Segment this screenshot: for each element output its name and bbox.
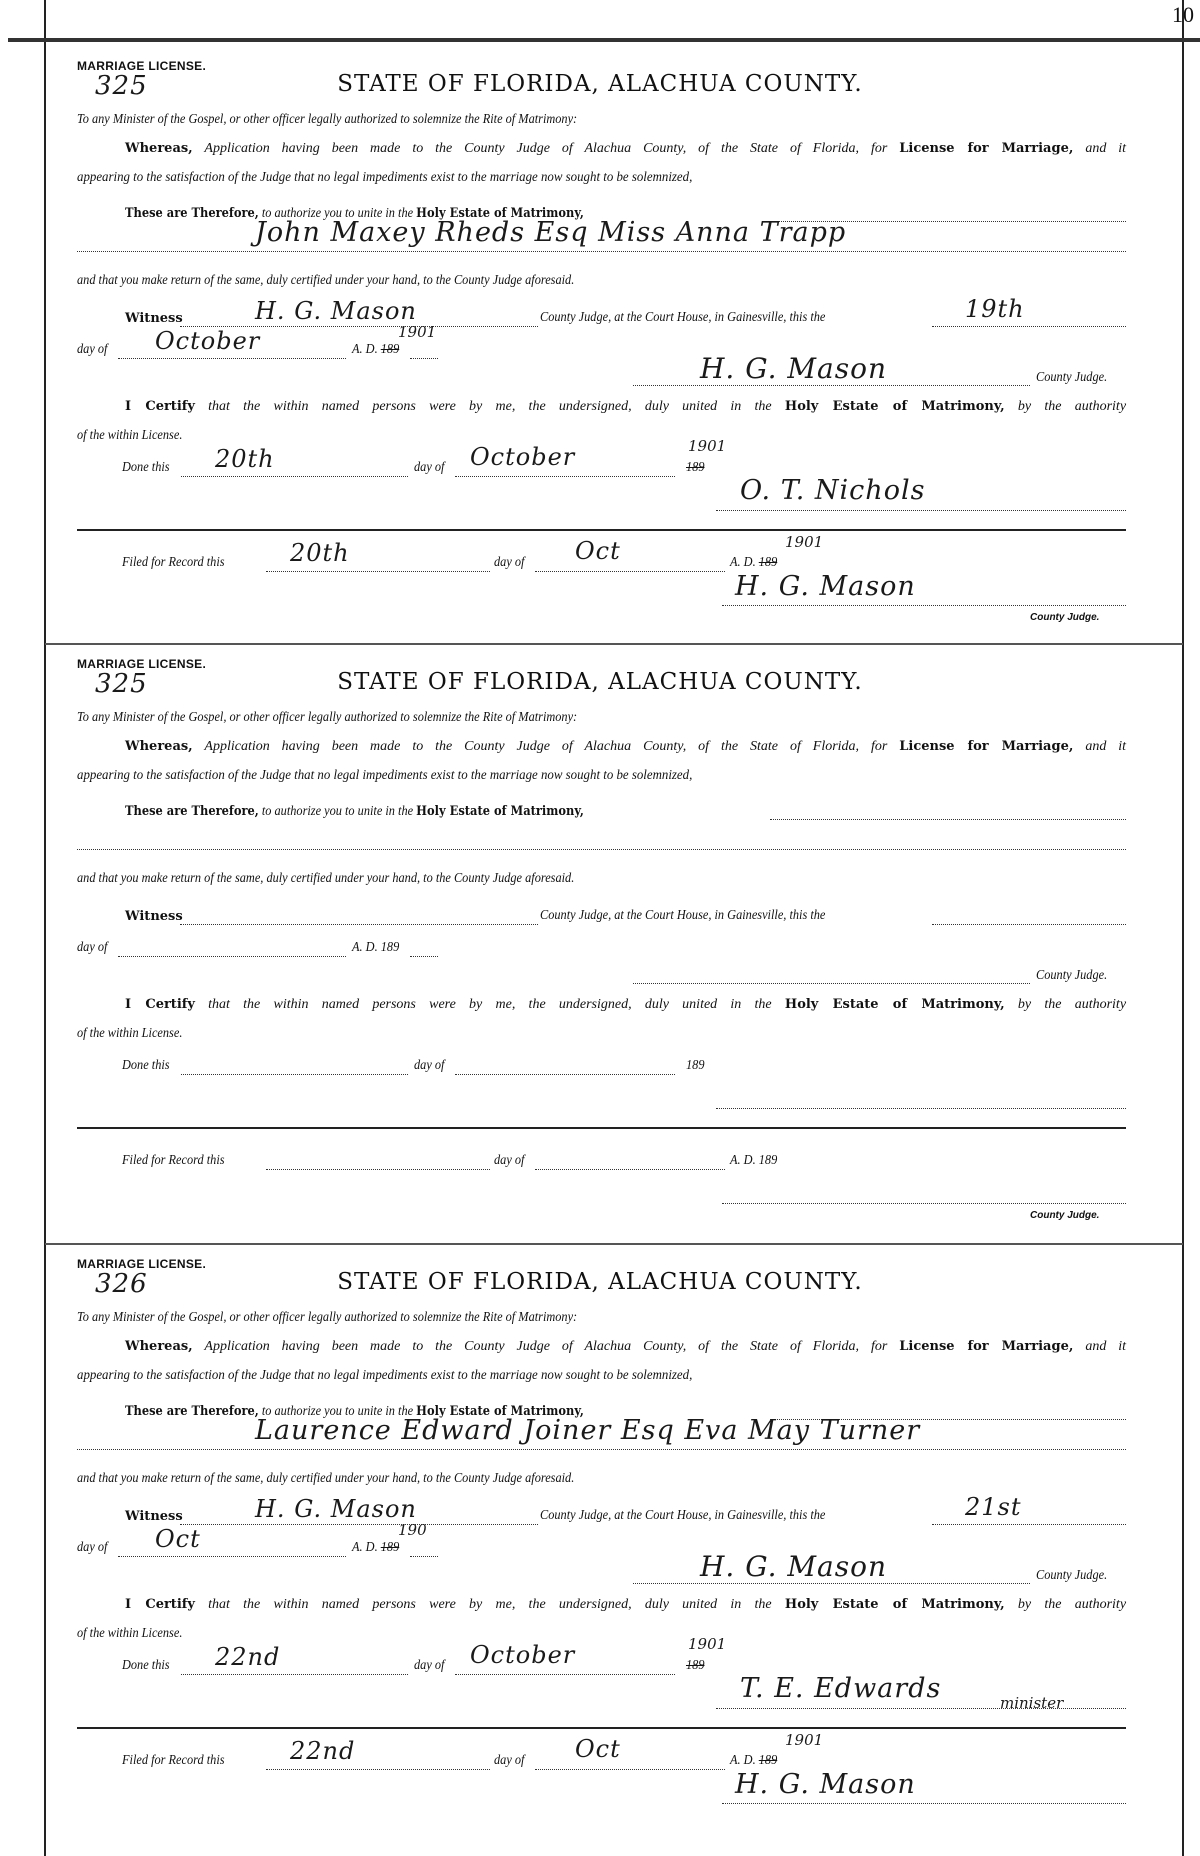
filed-year: 1901 [785, 533, 824, 551]
ad-text: A. D. [352, 342, 378, 357]
issue-month: Oct [155, 1525, 201, 1553]
therefore-dotted-line [770, 819, 1126, 820]
ad-text: A. D. [730, 1153, 756, 1168]
issue-month: October [155, 327, 261, 355]
section-divider [45, 1243, 1183, 1245]
by-authority-text: by the authority [1017, 1597, 1127, 1612]
officiant-signature-line[interactable] [716, 1108, 1126, 1109]
filed-month: Oct [575, 1735, 621, 1763]
year-prefix: 189 [380, 940, 400, 955]
by-authority-text: by the authority [1017, 997, 1127, 1012]
ad-text: A. D. [730, 555, 756, 570]
filed-month-line[interactable] [535, 1769, 725, 1770]
by-authority-text: by the authority [1017, 399, 1127, 414]
issue-year: 1901 [398, 323, 437, 341]
issue-day-line[interactable] [932, 924, 1126, 925]
names-field-line[interactable] [77, 251, 1126, 252]
day-of-label: day of [77, 1540, 108, 1555]
whereas-line [77, 1339, 1126, 1355]
judge-signature: H. G. Mason [700, 352, 888, 385]
day-of-label: day of [77, 342, 108, 357]
and-it-text: and it [1085, 141, 1127, 156]
section-rule [77, 1127, 1126, 1129]
ad-label [352, 940, 399, 956]
filed-year: 1901 [785, 1731, 824, 1749]
judge-signature: H. G. Mason [700, 1550, 888, 1583]
done-day-line[interactable] [181, 1074, 408, 1075]
filed-day-of-label: day of [494, 555, 525, 570]
done-year-prefix: 189 [686, 460, 705, 475]
therefore-line [125, 804, 584, 820]
done-this-label: Done this [122, 460, 170, 475]
ad-label [352, 342, 399, 358]
authorize-text: to authorize you to unite in the [261, 1404, 414, 1419]
witness-label: Witness [125, 909, 183, 924]
and-it-text: and it [1085, 739, 1127, 754]
ad-text: A. D. [352, 940, 378, 955]
judge-signature-line[interactable] [633, 983, 1030, 984]
issue-month-line[interactable] [118, 1556, 346, 1557]
done-day-line[interactable] [181, 476, 408, 477]
done-day: 22nd [215, 1643, 281, 1671]
done-year-prefix: 189 [686, 1058, 705, 1073]
done-year: 1901 [688, 437, 727, 455]
appearing-line: appearing to the satisfaction of the Judge that no legal impediments exist to the marriage now sought to be solemnized, [77, 170, 693, 185]
year-prefix: 189 [758, 1753, 778, 1768]
authorize-text: to authorize you to unite in the [261, 804, 414, 819]
whereas-word: Whereas, [125, 1339, 193, 1354]
done-day-of-label: day of [414, 460, 445, 475]
filed-day: 20th [290, 539, 350, 567]
certify-line [77, 997, 1126, 1013]
issue-year-line [410, 956, 438, 957]
day-of-label: day of [77, 940, 108, 955]
filed-day-line[interactable] [266, 1769, 490, 1770]
section-rule [77, 1727, 1126, 1729]
license-number: 325 [95, 71, 148, 101]
issue-month-line[interactable] [118, 956, 346, 957]
witness-judge: H. G. Mason [255, 1495, 417, 1523]
done-day-of-label: day of [414, 1658, 445, 1673]
whereas-word: Whereas, [125, 739, 193, 754]
done-this-label: Done this [122, 1658, 170, 1673]
certify-text: that the within named persons were by me, the undersigned, duly united in the [208, 1597, 772, 1612]
filed-day-line[interactable] [266, 571, 490, 572]
done-year: 1901 [688, 1635, 727, 1653]
authorize-text: to authorize you to unite in the [261, 206, 414, 221]
appearing-line: appearing to the satisfaction of the Judge that no legal impediments exist to the marriage now sought to be solemnized, [77, 1368, 693, 1383]
page-number: 10 [1172, 2, 1194, 27]
certify-text: that the within named persons were by me, the undersigned, duly united in the [208, 997, 772, 1012]
i-certify: I Certify [125, 1597, 195, 1612]
address-line: To any Minister of the Gospel, or other officer legally authorized to solemnize the Rite of Matrimony: [77, 1310, 578, 1325]
license-for-marriage: License for Marriage, [899, 739, 1074, 754]
done-this-label: Done this [122, 1058, 170, 1073]
year-prefix: 189 [758, 555, 778, 570]
done-month: October [470, 443, 576, 471]
issue-month-line[interactable] [118, 358, 346, 359]
officiant-signature: T. E. Edwards [740, 1673, 942, 1704]
done-year-prefix: 189 [686, 1658, 705, 1673]
judge-signature-line[interactable] [633, 385, 1030, 386]
done-day-line[interactable] [181, 1674, 408, 1675]
ad-text: A. D. [730, 1753, 756, 1768]
holy-estate: Holy Estate of Matrimony, [416, 206, 584, 221]
return-line: and that you make return of the same, duly certified under your hand, to the County Judge aforesaid. [77, 871, 575, 886]
year-prefix: 189 [380, 1540, 400, 1555]
i-certify: I Certify [125, 997, 195, 1012]
license-header: MARRIAGE LICENSE. [77, 657, 207, 671]
names-field-line[interactable] [77, 849, 1126, 850]
holy-estate: Holy Estate of Matrimony, [784, 997, 1005, 1012]
whereas-line [77, 739, 1126, 755]
officiant-signature-line[interactable] [716, 1708, 1126, 1709]
whereas-text: Application having been made to the County Judge of Alachua County, of the State of Florida, for [204, 141, 888, 156]
filed-label: Filed for Record this [122, 1753, 225, 1768]
license-header: MARRIAGE LICENSE. [77, 1257, 207, 1271]
filed-month-line[interactable] [535, 1169, 725, 1170]
filed-label: Filed for Record this [122, 1153, 225, 1168]
court-house-text: County Judge, at the Court House, in Gainesville, this the [540, 908, 826, 923]
license-header: MARRIAGE LICENSE. [77, 59, 207, 73]
witness-field-line[interactable] [180, 1524, 538, 1525]
and-it-text: and it [1085, 1339, 1127, 1354]
filed-day-of-label: day of [494, 1753, 525, 1768]
license-title: STATE OF FLORIDA, ALACHUA COUNTY. [337, 669, 863, 695]
filed-month: Oct [575, 537, 621, 565]
within-license-line: of the within License. [77, 1626, 183, 1641]
filed-signature-line[interactable] [722, 1803, 1126, 1804]
county-judge-label: County Judge. [1036, 968, 1108, 983]
return-line: and that you make return of the same, duly certified under your hand, to the County Judge aforesaid. [77, 273, 575, 288]
witness-judge: H. G. Mason [255, 297, 417, 325]
officiant-signature: O. T. Nichols [740, 475, 926, 506]
license-title: STATE OF FLORIDA, ALACHUA COUNTY. [337, 1269, 863, 1295]
filed-label: Filed for Record this [122, 555, 225, 570]
filed-month-line[interactable] [535, 571, 725, 572]
done-month-line[interactable] [455, 476, 675, 477]
appearing-line: appearing to the satisfaction of the Judge that no legal impediments exist to the marriage now sought to be solemnized, [77, 768, 693, 783]
address-line: To any Minister of the Gospel, or other officer legally authorized to solemnize the Rite of Matrimony: [77, 710, 578, 725]
filed-day-of-label: day of [494, 1153, 525, 1168]
holy-estate: Holy Estate of Matrimony, [784, 1597, 1005, 1612]
certify-line [77, 399, 1126, 415]
license-number: 325 [95, 669, 148, 699]
return-line: and that you make return of the same, duly certified under your hand, to the County Judge aforesaid. [77, 1471, 575, 1486]
couple-names: John Maxey Rheds Esq Miss Anna Trapp [255, 217, 847, 248]
certify-line [77, 1597, 1126, 1613]
done-day-of-label: day of [414, 1058, 445, 1073]
done-month-line[interactable] [455, 1674, 675, 1675]
witness-field-line[interactable] [180, 924, 538, 925]
whereas-text: Application having been made to the County Judge of Alachua County, of the State of Florida, for [204, 1339, 888, 1354]
filed-county-judge-label: County Judge. [1030, 1210, 1100, 1221]
filed-ad-label [730, 1153, 777, 1169]
filed-day-line[interactable] [266, 1169, 490, 1170]
issue-year-line [410, 358, 438, 359]
done-day: 20th [215, 445, 275, 473]
court-house-text: County Judge, at the Court House, in Gainesville, this the [540, 310, 826, 325]
county-judge-label: County Judge. [1036, 1568, 1108, 1583]
issue-day-line[interactable] [932, 1524, 1126, 1525]
ad-label [352, 1540, 399, 1556]
license-title: STATE OF FLORIDA, ALACHUA COUNTY. [337, 71, 863, 97]
filed-signature: H. G. Mason [735, 571, 916, 602]
filed-ad-label [730, 555, 777, 571]
judge-signature-line[interactable] [633, 1583, 1030, 1584]
license-for-marriage: License for Marriage, [899, 141, 1074, 156]
issue-year: 190 [398, 1521, 427, 1539]
issue-day: 19th [965, 295, 1025, 323]
whereas-text: Application having been made to the County Judge of Alachua County, of the State of Florida, for [204, 739, 888, 754]
whereas-word: Whereas, [125, 141, 193, 156]
holy-estate: Holy Estate of Matrimony, [784, 399, 1005, 414]
witness-label: Witness [125, 311, 183, 326]
filed-signature: H. G. Mason [735, 1769, 916, 1800]
officiant-signature-line[interactable] [716, 510, 1126, 511]
these-are-therefore: These are Therefore, [125, 804, 259, 819]
done-month: October [470, 1641, 576, 1669]
these-are-therefore: These are Therefore, [125, 1404, 259, 1419]
couple-names: Laurence Edward Joiner Esq Eva May Turner [255, 1415, 921, 1446]
county-judge-label: County Judge. [1036, 370, 1108, 385]
within-license-line: of the within License. [77, 1026, 183, 1041]
top-rule [8, 38, 1200, 42]
holy-estate: Holy Estate of Matrimony, [416, 1404, 584, 1419]
i-certify: I Certify [125, 399, 195, 414]
filed-day: 22nd [290, 1737, 356, 1765]
court-house-text: County Judge, at the Court House, in Gainesville, this the [540, 1508, 826, 1523]
license-number: 326 [95, 1269, 148, 1299]
filed-signature-line[interactable] [722, 1203, 1126, 1204]
year-prefix: 189 [758, 1153, 778, 1168]
filed-signature-line[interactable] [722, 605, 1126, 606]
section-divider [45, 643, 1183, 645]
whereas-line [77, 141, 1126, 157]
marriage-license-3 [0, 1243, 1200, 1841]
witness-label: Witness [125, 1509, 183, 1524]
section-rule [77, 529, 1126, 531]
year-prefix: 189 [380, 342, 400, 357]
certify-text: that the within named persons were by me, the undersigned, duly united in the [208, 399, 772, 414]
issue-day: 21st [965, 1493, 1022, 1521]
filed-county-judge-label: County Judge. [1030, 612, 1100, 623]
ad-text: A. D. [352, 1540, 378, 1555]
marriage-license-2 [0, 643, 1200, 1241]
officiant-title: minister [1000, 1694, 1064, 1712]
issue-day-line[interactable] [932, 326, 1126, 327]
done-month-line[interactable] [455, 1074, 675, 1075]
license-for-marriage: License for Marriage, [899, 1339, 1074, 1354]
address-line: To any Minister of the Gospel, or other officer legally authorized to solemnize the Rite of Matrimony: [77, 112, 578, 127]
holy-estate: Holy Estate of Matrimony, [416, 804, 584, 819]
filed-ad-label [730, 1753, 777, 1769]
within-license-line: of the within License. [77, 428, 183, 443]
these-are-therefore: These are Therefore, [125, 206, 259, 221]
names-field-line[interactable] [77, 1449, 1126, 1450]
marriage-license-1 [0, 45, 1200, 643]
issue-year-line [410, 1556, 438, 1557]
